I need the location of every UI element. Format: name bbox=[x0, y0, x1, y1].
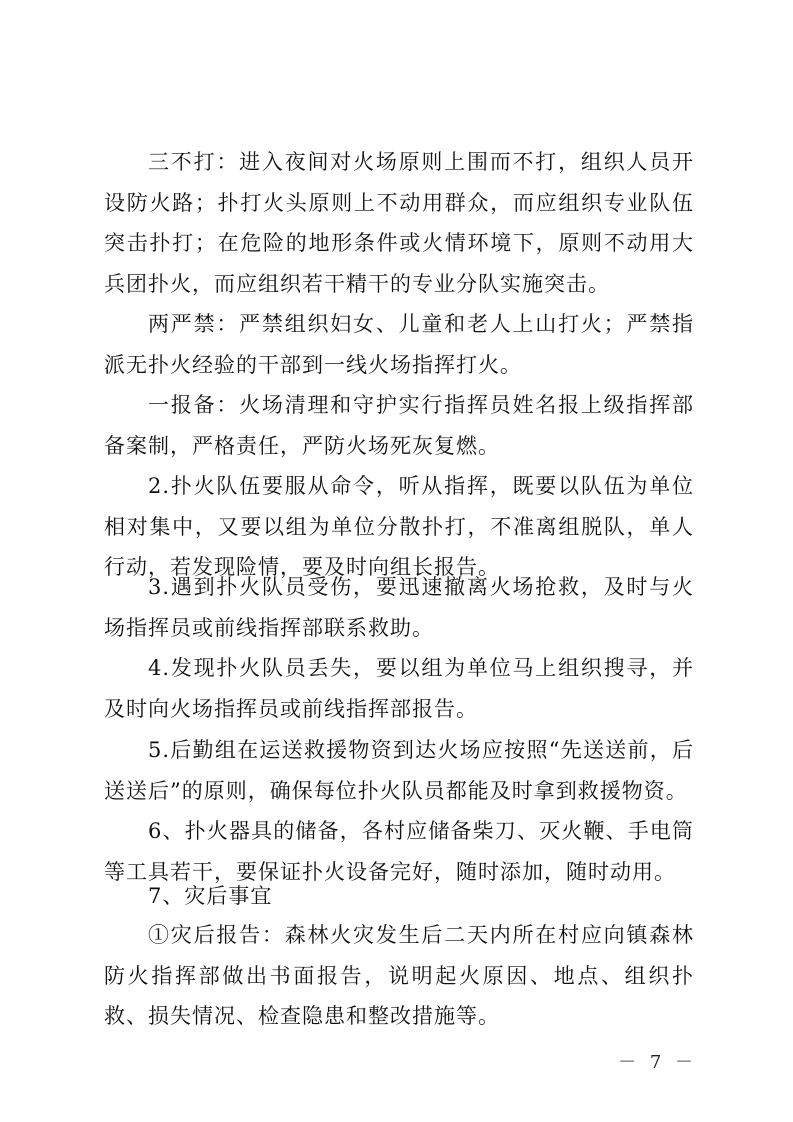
paragraph-item-5: 5.后勤组在运送救援物资到达火场应按照“先送送前，后送送后”的原则，确保每位扑火队员都能及时拿到救援物资。 bbox=[104, 738, 694, 803]
paragraph-item-2: 2.扑火队伍要服从命令，听从指挥，既要以队伍为单位相对集中，又要以组为单位分散扑打，不准离组脱队，单人行动，若发现险情，要及时向组长报告。 bbox=[104, 474, 694, 579]
paragraph-item-3: 3.遇到扑火队员受伤，要迅速撤离火场抢救，及时与火场指挥员或前线指挥部联系救助。 bbox=[104, 575, 694, 640]
page-number: － 7 － bbox=[618, 1052, 697, 1073]
paragraph-three-no-fight: 三不打：进入夜间对火场原则上围而不打，组织人员开设防火路；扑打火头原则上不动用群众，而应组织专业队伍突击扑打；在危险的地形条件或火情环境下，原则不动用大兵团扑火，而应组织若干精干的专业分队实施突击。 bbox=[104, 150, 694, 296]
paragraph-item-7-heading: 7、灾后事宜 bbox=[148, 884, 273, 908]
paragraph-item-4: 4.发现扑火队员丢失，要以组为单位马上组织搜寻，并及时向火场指挥员或前线指挥部报告。 bbox=[104, 656, 694, 721]
paragraph-post-disaster-report: ①灾后报告：森林火灾发生后二天内所在村应向镇森林防火指挥部做出书面报告，说明起火原因、地点、组织扑救、损失情况、检查隐患和整改措施等。 bbox=[104, 923, 694, 1028]
paragraph-one-report: 一报备：火场清理和守护实行指挥员姓名报上级指挥部备案制，严格责任，严防火场死灰复燃。 bbox=[104, 393, 694, 458]
paragraph-item-6: 6、扑火器具的储备，各村应储备柴刀、灭火鞭、手电筒等工具若干，要保证扑火设备完好，随时添加，随时动用。 bbox=[104, 819, 694, 884]
paragraph-two-prohibitions: 两严禁：严禁组织妇女、儿童和老人上山打火；严禁指派无扑火经验的干部到一线火场指挥打火。 bbox=[104, 312, 694, 377]
